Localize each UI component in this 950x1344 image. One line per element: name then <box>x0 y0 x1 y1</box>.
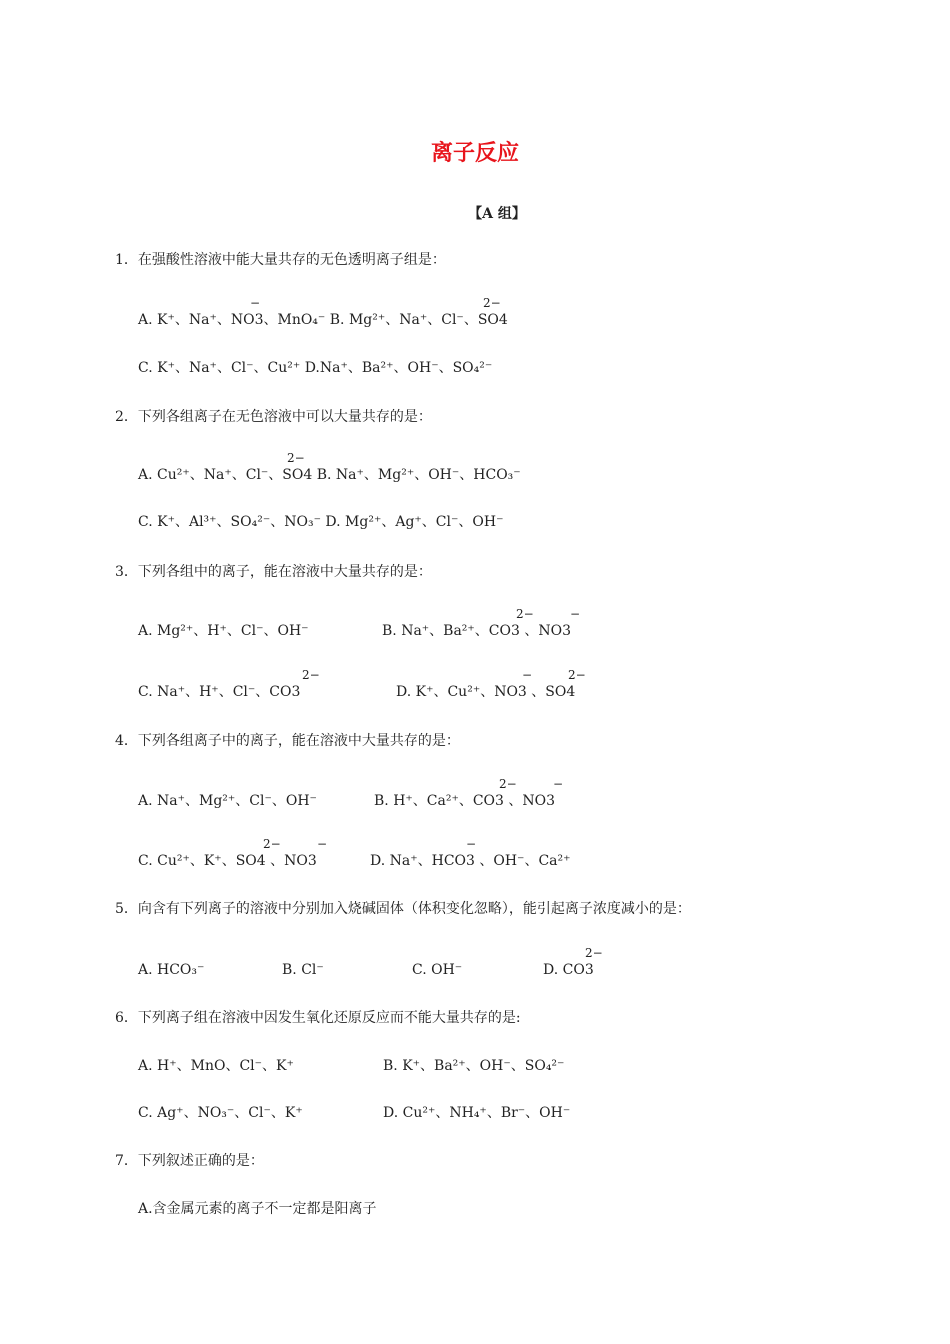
question-3-option-d: D. K⁺、Cu²⁺、NO3 、SO4 <box>396 684 576 700</box>
question-5-option-a: A. HCO₃⁻ <box>138 962 205 978</box>
charge-mark: − <box>522 668 533 682</box>
page-title: 离子反应 <box>430 141 519 166</box>
question-4-stem: 4．下列各组离子中的离子，能在溶液中大量共存的是： <box>115 733 460 749</box>
question-6-stem: 6．下列离子组在溶液中因发生氧化还原反应而不能大量共存的是: <box>115 1010 521 1026</box>
charge-mark: 2− <box>263 837 281 851</box>
question-4-option-a: A. Na⁺、Mg²⁺、Cl⁻、OH⁻ <box>138 793 317 809</box>
question-5-option-b: B. Cl⁻ <box>282 962 324 978</box>
question-4-option-d: D. Na⁺、HCO3 、OH⁻、Ca²⁺ <box>370 853 571 869</box>
question-1-options-row-2: C. K⁺、Na⁺、Cl⁻、Cu²⁺ D.Na⁺、Ba²⁺、OH⁻、SO₄²⁻ <box>138 360 493 376</box>
charge-mark: − <box>570 607 581 621</box>
question-3-option-a: A. Mg²⁺、H⁺、Cl⁻、OH⁻ <box>138 623 309 639</box>
question-2-stem: 2．下列各组离子在无色溶液中可以大量共存的是： <box>115 409 432 425</box>
question-7-option-a: A.含金属元素的离子不一定都是阳离子 <box>138 1201 377 1217</box>
question-2-options-row-1: A. Cu²⁺、Na⁺、Cl⁻、SO4 B. Na⁺、Mg²⁺、OH⁻、HCO₃⁻ <box>138 467 521 483</box>
question-5-stem: 5．向含有下列离子的溶液中分别加入烧碱固体（体积变化忽略），能引起离子浓度减小的是： <box>115 901 691 917</box>
question-6-option-b: B. K⁺、Ba²⁺、OH⁻、SO₄²⁻ <box>383 1058 565 1074</box>
question-4-option-b: B. H⁺、Ca²⁺、CO3 、NO3 <box>374 793 556 809</box>
question-1-stem: 1．在强酸性溶液中能大量共存的无色透明离子组是： <box>115 252 446 268</box>
question-3-stem: 3．下列各组中的离子，能在溶液中大量共存的是： <box>115 564 432 580</box>
charge-mark: 2− <box>287 451 305 465</box>
charge-mark: 2− <box>302 668 320 682</box>
question-5-option-c: C. OH⁻ <box>412 962 463 978</box>
question-6-option-a: A. H⁺、MnO、Cl⁻、K⁺ <box>138 1058 294 1074</box>
charge-mark: − <box>553 777 564 791</box>
charge-mark: 2− <box>585 946 603 960</box>
question-3-option-b: B. Na⁺、Ba²⁺、CO3 、NO3 <box>382 623 571 639</box>
charge-mark: 2− <box>499 777 517 791</box>
question-6-option-c: C. Ag⁺、NO₃⁻、Cl⁻、K⁺ <box>138 1105 303 1121</box>
question-5-option-d: D. CO3 <box>543 962 594 978</box>
charge-mark: 2− <box>483 296 501 310</box>
question-3-option-c: C. Na⁺、H⁺、Cl⁻、CO3 <box>138 684 301 700</box>
question-2-options-row-2: C. K⁺、Al³⁺、SO₄²⁻、NO₃⁻ D. Mg²⁺、Ag⁺、Cl⁻、OH⁻ <box>138 514 504 530</box>
question-7-stem: 7．下列叙述正确的是： <box>115 1153 264 1169</box>
section-heading: 【A 组】 <box>468 206 526 222</box>
charge-mark: − <box>317 837 328 851</box>
charge-mark: − <box>250 296 261 310</box>
question-6-option-d: D. Cu²⁺、NH₄⁺、Br⁻、OH⁻ <box>383 1105 571 1121</box>
charge-mark: − <box>466 837 477 851</box>
charge-mark: 2− <box>568 668 586 682</box>
question-1-options-row-1: A. K⁺、Na⁺、NO3、MnO₄⁻ B. Mg²⁺、Na⁺、Cl⁻、SO4 <box>138 312 508 328</box>
charge-mark: 2− <box>516 607 534 621</box>
question-4-option-c: C. Cu²⁺、K⁺、SO4 、NO3 <box>138 853 317 869</box>
